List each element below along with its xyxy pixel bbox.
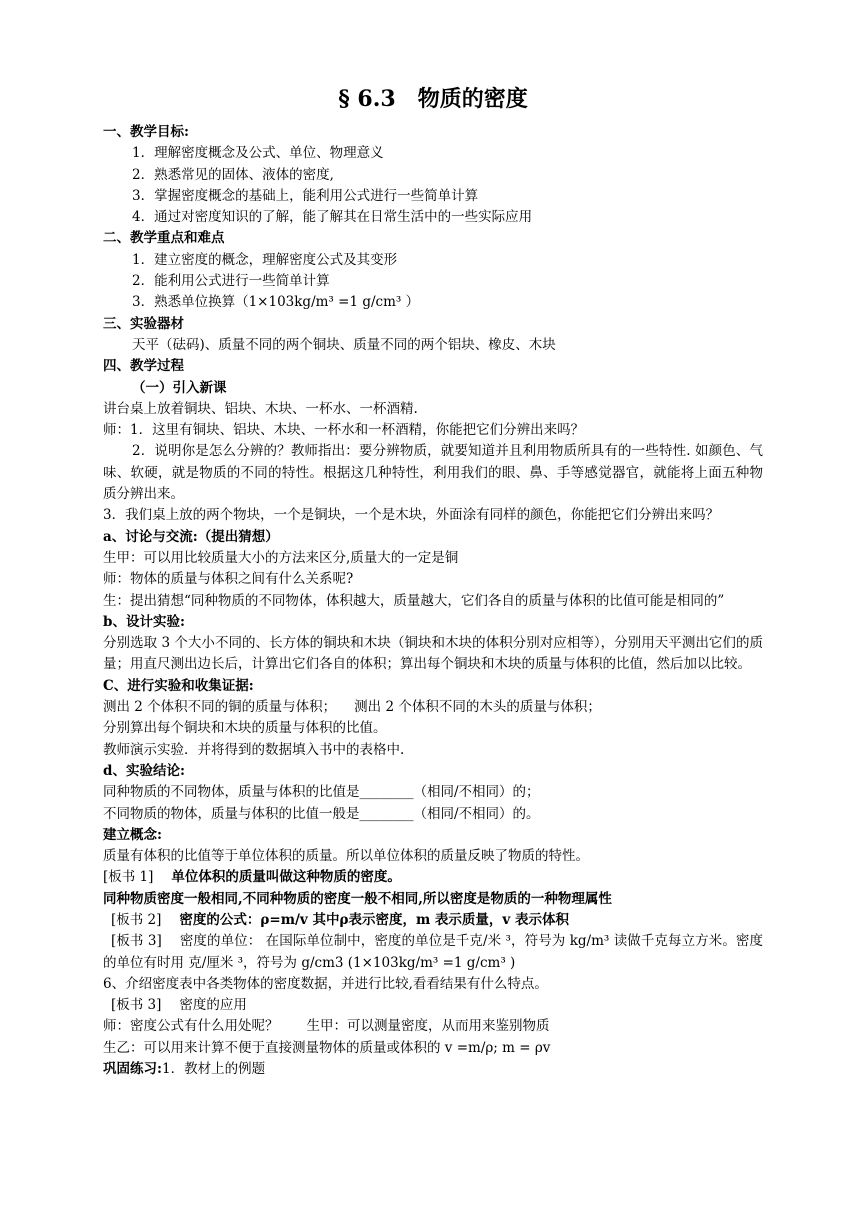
paragraph: 不同物质的物体，质量与体积的比值一般是________（相同/不相同）的。 [103,805,540,822]
concept-heading: 建立概念: [103,826,162,843]
paragraph: 3．我们桌上放的两个物块，一个是铜块，一个是木块，外面涂有同样的颜色，你能把它们分辨出来吗？ [103,507,720,524]
keypoint-item: 2．能利用公式进行一些简单计算 [132,273,330,290]
board-text: 单位体积的质量叫做这种物质的密度。 [171,869,401,886]
equipment-text: 天平（砝码)、质量不同的两个铜块、质量不同的两个铝块、橡皮、木块 [132,336,556,353]
paragraph: 生乙：可以用来计算不便于直接测量物体的质量或体积的 v =m/ρ; m = ρv [103,1039,551,1056]
goal-item: 4．通过对密度知识的了解，能了解其在日常生活中的一些实际应用 [132,209,533,226]
discussion-heading: a、讨论与交流:（提出猜想） [103,528,279,545]
paragraph: 生：提出猜想“同种物质的不同物体，体积越大，质量越大，它们各自的质量与体积的比值可能是相同的” [103,592,725,609]
paragraph: 师：1．这里有铜块、铝块、木块、一杯水和一杯酒精，你能把它们分辨出来吗？ [103,422,585,439]
board-text: 密度的应用 [179,997,247,1014]
board-note [103,995,763,1016]
paragraph: 讲台桌上放着铜块、铝块、木块、一杯水、一杯酒精. [103,400,418,417]
board-tag: [板书 1] [103,869,154,886]
process-heading: 四、教学过程 [103,358,184,375]
paragraph: 2．说明你是怎么分辨的？教师指出：要分辨物质，就要知道并且利用物质所具有的一些特性. 如颜色、气味、软硬，就是物质的不同的特性。根据这几种特性，利用我们的眼、鼻、手等感觉器官，就能将上面五种物质分辨出来。 [103,443,763,503]
paragraph: 教师演示实验．并将得到的数据填入书中的表格中. [103,741,405,758]
attribute-line: 同种物质密度一般相同,不同种物质的密度一般不相同,所以密度是物质的一种物理属性 [103,890,612,907]
intro-subheading: （一）引入新课 [132,379,227,396]
document-page [103,84,763,1080]
practice-text: 1．教材上的例题 [161,1061,266,1078]
conclusion-heading: d、实验结论: [103,762,185,779]
design-heading: b、设计实验: [103,613,185,630]
paragraph: 分别算出每个铜块和木块的质量与体积的比值。 [103,720,387,737]
text-span: 生甲：可以测量密度，从而用来鉴别物质 [306,1018,550,1035]
board-note [103,910,763,931]
board-text: 密度的公式：ρ=m/v 其中ρ表示密度，m 表示质量，v 表示体积 [179,911,569,928]
equipment-heading: 三、实验器材 [103,315,184,332]
page-title: § 6.3 物质的密度 [338,86,528,112]
paragraph: 师：物体的质量与体积之间有什么关系呢? [103,571,354,588]
paragraph: 质量有体积的比值等于单位体积的质量。所以单位体积的质量反映了物质的特性。 [103,848,589,865]
experiment-heading: C、进行实验和收集证据: [103,677,254,694]
paragraph [103,1016,763,1037]
text-span: 测出 2 个体积不同的木头的质量与体积； [354,699,601,716]
goals-heading: 一、教学目标: [103,124,189,140]
paragraph: 生甲：可以用比较质量大小的方法来区分,质量大的一定是铜 [103,549,459,566]
keypoint-item: 3．熟悉单位换算（1×103kg/m³ =1 g/cm³ ） [132,294,420,311]
text-span: 测出 2 个体积不同的铜的质量与体积； [103,699,337,716]
goal-item: 2．熟悉常见的固体、液体的密度, [132,166,334,183]
paragraph: 6、介绍密度表中各类物体的密度数据，并进行比较,看看结果有什么特点。 [103,975,548,992]
board-tag: [板书 3] [111,997,162,1014]
paragraph [103,697,763,718]
practice-label: 巩固练习: [103,1061,162,1078]
paragraph [103,1059,763,1080]
board-tag: [板书 3] [111,933,162,950]
paragraph: 分别选取 3 个大小不同的、长方体的铜块和木块（铜块和木块的体积分别对应相等），分别用天平测出它们的质量；用直尺测出边长后，计算出它们各自的体积；算出每个铜块和木块的质量与体积的比值，然后加以比较。 [103,635,763,673]
text-span: 师：密度公式有什么用处呢？ [103,1018,279,1035]
goal-item: 1．理解密度概念及公式、单位、物理意义 [132,145,384,162]
board-note [103,867,763,888]
keypoints-heading: 二、教学重点和难点 [103,230,225,247]
board-tag: [板书 2] [111,911,162,928]
keypoint-item: 1．建立密度的概念，理解密度公式及其变形 [132,251,398,268]
board-note [103,931,763,974]
goal-item: 3．掌握密度概念的基础上，能利用公式进行一些简单计算 [132,187,479,204]
paragraph: 同种物质的不同物体，质量与体积的比值是________（相同/不相同）的； [103,784,540,801]
board-text: 密度的单位： 在国际单位制中，密度的单位是千克/米 ³，符号为 kg/m³ 读做千克每立方米。密度的单位有时用 克/厘米 ³，符号为 g/cm3 (1×103kg/m³ =1 g/cm³ ) [103,933,763,971]
